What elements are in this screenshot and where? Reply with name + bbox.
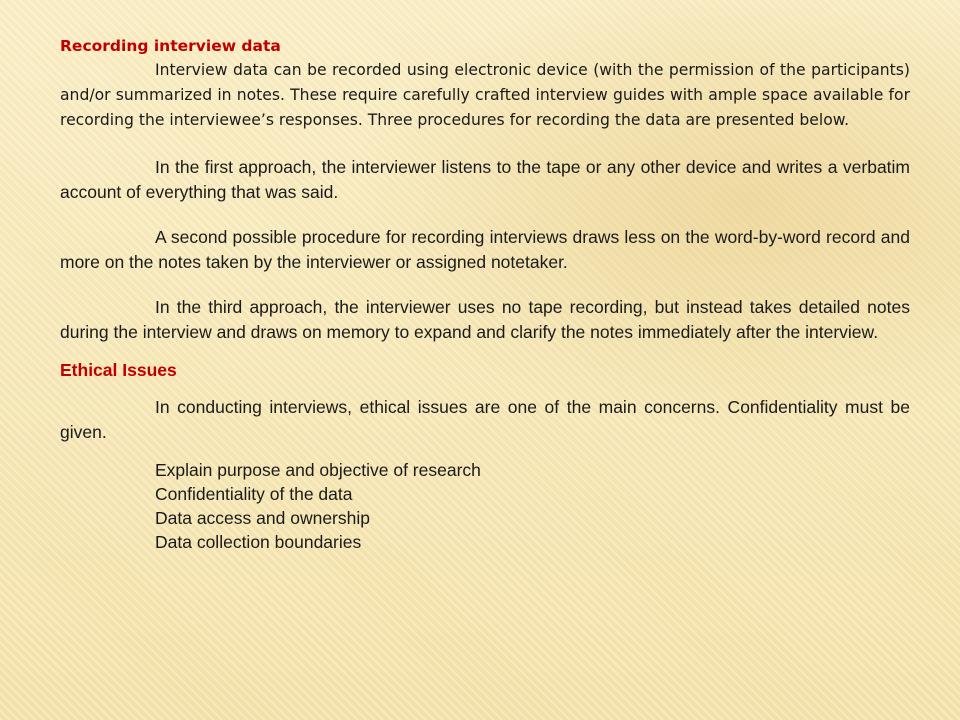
list-item: Explain purpose and objective of research (155, 460, 481, 480)
recording-heading: Recording interview data (60, 37, 281, 55)
recording-paragraph-first-approach: In the first approach, the interviewer listens to the tape or any other device and writes a verbatim account of everything that was said. (60, 157, 910, 202)
list-item: Data collection boundaries (155, 532, 362, 552)
recording-paragraph-second-approach: A second possible procedure for recording interviews draws less on the word-by-word record and more on the notes taken by the interviewer or assigned notetaker. (60, 227, 910, 272)
recording-paragraph-third-approach: In the third approach, the interviewer uses no tape recording, but instead takes detailed notes during the interview and draws on memory to expand and clarify the notes immediately after the interview. (60, 297, 910, 342)
ethics-paragraph: In conducting interviews, ethical issues are one of the main concerns. Confidentiality must be given. (60, 397, 910, 442)
spacer (60, 445, 910, 458)
ethics-heading: Ethical Issues (60, 360, 177, 380)
slide-content (60, 34, 910, 554)
list-item: Confidentiality of the data (155, 484, 353, 504)
spacer (60, 275, 910, 295)
spacer (60, 382, 910, 395)
spacer (60, 345, 910, 358)
spacer (60, 133, 910, 155)
recording-paragraph-intro: Interview data can be recorded using electronic device (with the permission of the participants) and/or summarized in notes. These require carefully crafted interview guides with ample space available for recording the interviewee’s responses. Three procedures for recording the data are presented below. (60, 61, 910, 129)
list-item: Data access and ownership (155, 508, 370, 528)
ethics-list (60, 458, 910, 554)
spacer (60, 205, 910, 225)
